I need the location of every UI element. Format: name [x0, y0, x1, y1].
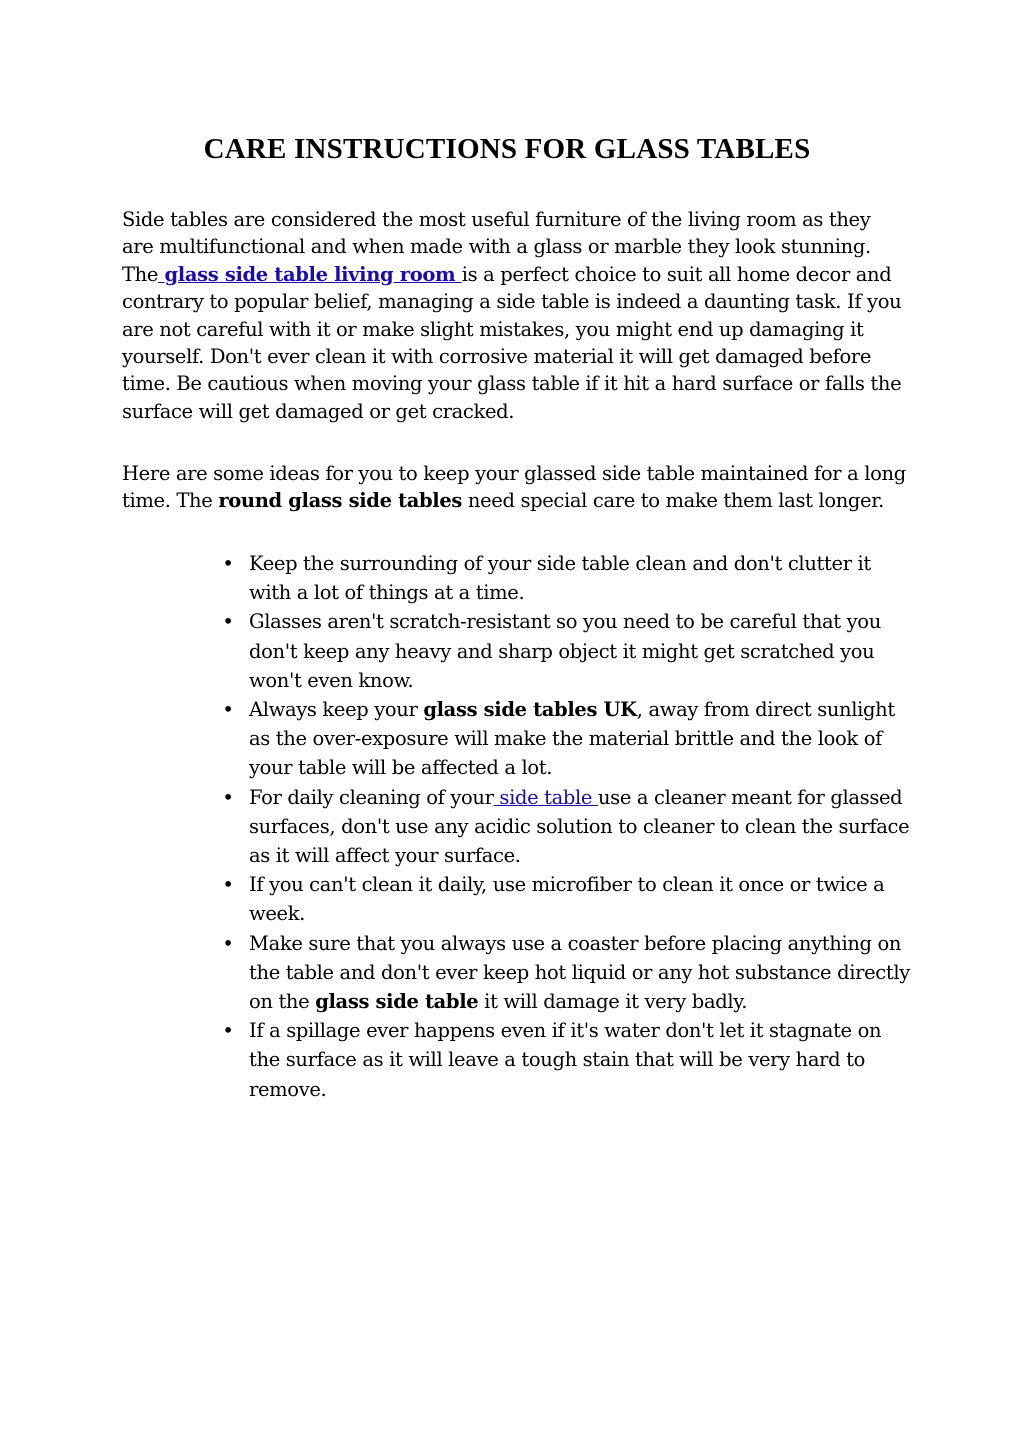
list-item [214, 695, 914, 783]
list-item-text: If you can't clean it daily, use microfiber to clean it once or twice a week. [249, 873, 885, 926]
ideas-text-start: Here are some ideas for you to keep your glassed side table maintained for a long time. The [122, 462, 906, 513]
list-item-text: Glasses aren't scratch-resistant so you need to be careful that you don't keep any heavy and sharp object it might get scratched you won't even know. [249, 610, 881, 692]
list-item-text-start: For daily cleaning of your [249, 785, 494, 809]
list-item-text-end: use a cleaner meant for glassed surfaces, don't use any acidic solution to cleaner to clean the surface as it will affect your surface. [249, 785, 910, 868]
list-item-text-start: Make sure that you always use a coaster before placing anything on the table and don't ever keep hot liquid or any hot substance directly on the [249, 931, 910, 1014]
bullet-icon: • [222, 698, 234, 722]
bullet-icon: • [222, 1019, 234, 1043]
glass-side-table-bold: glass side table [315, 990, 479, 1014]
intro-text-start: Side tables are considered the most useful furniture of the living room as they are multifunctional and when made with a glass or marble they look stunning. The [122, 208, 871, 286]
bullet-icon: • [222, 873, 234, 897]
bullet-icon: • [222, 552, 234, 575]
list-item [214, 870, 914, 928]
list-item [214, 549, 914, 607]
list-item-text-start: Always keep your [249, 698, 424, 722]
intro-paragraph [122, 206, 907, 425]
round-glass-side-tables-bold: round glass side tables [218, 489, 463, 513]
side-table-link[interactable]: side table [493, 785, 598, 809]
intro-text-end: is a perfect choice to suit all home decor and contrary to popular belief, managing a side table is indeed a daunting task. If you are not careful with it or make slight mistakes, you might end up damaging it yourself. Don't ever clean it with corrosive material it will get damaged before time. Be cautious when moving your glass table if it hit a hard surface or falls the surface will get damaged or get cracked. [122, 262, 902, 423]
document-title: CARE INSTRUCTIONS FOR GLASS TABLES [203, 133, 811, 165]
list-item [214, 929, 914, 1017]
bullet-icon: • [222, 931, 234, 955]
bullet-icon: • [222, 785, 234, 809]
care-tips-list [214, 549, 914, 1104]
list-item-text-end: it will damage it very badly. [478, 990, 748, 1014]
ideas-paragraph [122, 460, 912, 515]
list-item-text: Keep the surrounding of your side table clean and don't clutter it with a lot of things at a time. [249, 552, 871, 605]
bullet-icon: • [222, 610, 234, 634]
glass-side-tables-uk-bold: glass side tables UK [423, 698, 637, 722]
list-item-text: If a spillage ever happens even if it's water don't let it stagnate on the surface as it will leave a tough stain that will be very hard to remove. [249, 1019, 882, 1101]
list-item [214, 1016, 914, 1104]
list-item-text-end: , away from direct sunlight as the over-exposure will make the material brittle and the look of your table will be affected a lot. [249, 698, 895, 780]
ideas-text-end: need special care to make them last longer. [462, 489, 884, 513]
glass-side-table-living-room-link[interactable]: glass side table living room [158, 262, 462, 286]
list-item [214, 607, 914, 695]
list-item [214, 783, 914, 871]
